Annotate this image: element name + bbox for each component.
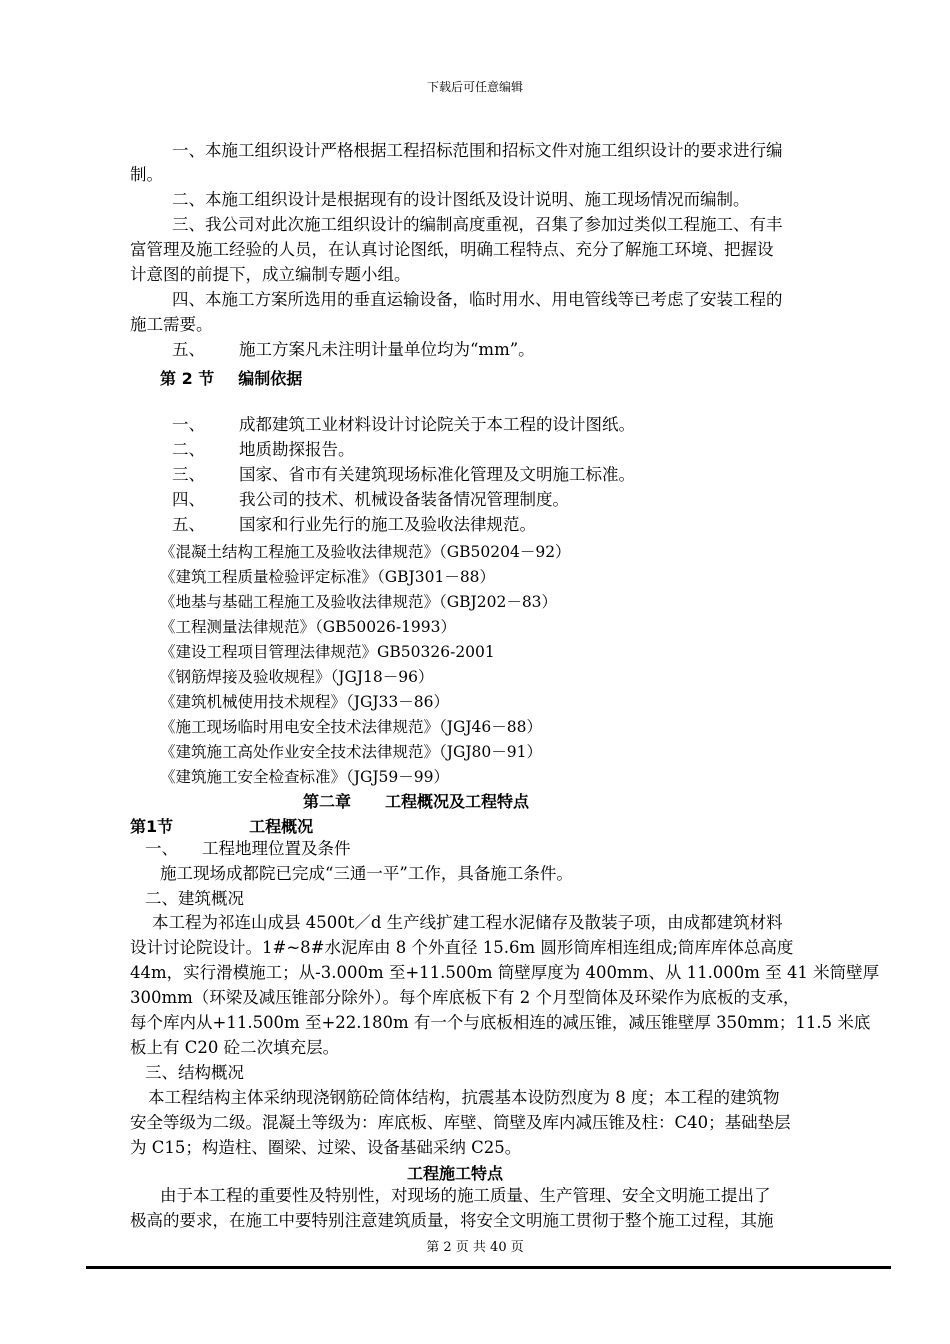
standard-item: 《建筑工程质量检验评定标准》（GBJ301－88） xyxy=(160,568,496,586)
intro-item-3-line2: 富管理及施工经验的人员，在认真讨论图纸，明确工程特点、充分了解施工环境、把握设 xyxy=(130,240,774,259)
standard-item: 《建筑施工安全检查标准》（JGJ59－99） xyxy=(160,768,450,786)
intro-item-5-text: 施工方案凡未注明计量单位均为“mm”。 xyxy=(239,340,535,359)
section-2-number: 第 2 节 xyxy=(160,369,215,388)
intro-item-3-line1: 三、我公司对此次施工组织设计的编制高度重视，召集了参加过类似工程施工、有丰 xyxy=(172,215,783,234)
chapter-2-number: 第二章 xyxy=(303,792,352,811)
struct-line-2: 安全等级为二级。混凝土等级为：库底板、库壁、筒壁及库内减压锥及柱：C40；基础垫层 xyxy=(130,1113,791,1132)
struct-line-1: 本工程结构主体采纳现浇钢筋砼筒体结构，抗震基本设防烈度为 8 度；本工程的建筑物 xyxy=(148,1088,780,1107)
standard-item: 《地基与基础工程施工及验收法律规范》（GBJ202－83） xyxy=(160,593,558,611)
features-line-2: 极高的要求，在施工中要特别注意建筑质量，将安全文明施工贯彻于整个施工过程，其施 xyxy=(130,1211,774,1230)
standard-item: 《建筑机械使用技术规程》（JGJ33－86） xyxy=(160,693,450,711)
arch-line-6: 板上有 C20 砼二次填充层。 xyxy=(130,1038,340,1057)
basis-item-3 xyxy=(172,464,635,485)
standard-item: 《施工现场临时用电安全技术法律规范》（JGJ46－88） xyxy=(160,718,543,736)
intro-item-3-line3: 计意图的前提下，成立编制专题小组。 xyxy=(130,265,411,284)
arch-line-2: 设计讨论院设计。1#~8#水泥库由 8 个外直径 15.6m 圆形筒库相连组成;筒库库体总高度 xyxy=(130,938,794,957)
basis-item-1 xyxy=(172,414,635,435)
intro-item-4-line1: 四、本施工方案所选用的垂直运输设备，临时用水、用电管线等已考虑了安装工程的 xyxy=(172,290,783,309)
struct-line-3: 为 C15；构造柱、圈梁、过梁、设备基础采纳 C25。 xyxy=(130,1138,522,1157)
basis-item-5-text: 国家和行业先行的施工及验收法律规范。 xyxy=(239,515,536,534)
intro-item-2: 二、本施工组织设计是根据现有的设计图纸及设计说明、施工现场情况而编制。 xyxy=(172,190,750,209)
basis-item-5 xyxy=(172,514,536,535)
basis-item-3-number: 三、 xyxy=(172,465,205,484)
arch-heading: 二、建筑概况 xyxy=(145,889,244,908)
intro-item-1-line1: 一、本施工组织设计严格根据工程招标范围和招标文件对施工组织设计的要求进行编 xyxy=(172,141,783,160)
chapter-2-heading xyxy=(303,789,529,812)
features-line-1: 由于本工程的重要性及特别性，对现场的施工质量、生产管理、安全文明施工提出了 xyxy=(160,1186,771,1205)
basis-item-1-number: 一、 xyxy=(172,415,205,434)
arch-line-5: 每个库内从+11.500m 至+22.180m 有一个与底板相连的减压锥，减压锥壁厚 350mm；11.5 米底 xyxy=(130,1013,871,1032)
basis-item-2-text: 地质勘探报告。 xyxy=(239,440,355,459)
features-heading: 工程施工特点 xyxy=(407,1164,504,1183)
standard-item: 《建筑施工高处作业安全技术法律规范》（JGJ80－91） xyxy=(160,743,543,761)
basis-item-2-number: 二、 xyxy=(172,440,205,459)
intro-item-5-number: 五、 xyxy=(172,340,205,359)
chapter-2-title: 工程概况及工程特点 xyxy=(385,792,530,811)
section-2-heading xyxy=(160,366,302,389)
arch-line-3: 44m，实行滑模施工；从-3.000m 至+11.500m 筒壁厚度为 400mm、从 11.000m 至 41 米筒壁厚 xyxy=(130,963,880,982)
footer-rule xyxy=(86,1266,891,1269)
basis-item-3-text: 国家、省市有关建筑现场标准化管理及文明施工标准。 xyxy=(239,465,635,484)
arch-line-1: 本工程为祁连山成县 4500t／d 生产线扩建工程水泥储存及散装子项，由成都建筑材料 xyxy=(152,913,783,932)
standard-item: 《建设工程项目管理法律规范》GB50326-2001 xyxy=(160,643,495,661)
standard-item: 《工程测量法律规范》（GB50026-1993） xyxy=(160,618,457,636)
basis-item-1-text: 成都建筑工业材料设计讨论院关于本工程的设计图纸。 xyxy=(239,415,635,434)
standard-item: 《混凝土结构工程施工及验收法律规范》（GB50204－92） xyxy=(160,543,571,561)
basis-item-2 xyxy=(172,439,355,460)
struct-heading: 三、结构概况 xyxy=(145,1063,244,1082)
basis-item-4-text: 我公司的技术、机械设备装备情况管理制度。 xyxy=(239,490,569,509)
section-1-heading xyxy=(130,814,313,837)
section-2-title: 编制依据 xyxy=(238,369,303,388)
basis-item-4 xyxy=(172,489,569,510)
basis-item-4-number: 四、 xyxy=(172,490,205,509)
standard-item: 《钢筋焊接及验收规程》（JGJ18－96） xyxy=(160,668,434,686)
intro-item-1-line2: 制。 xyxy=(130,165,163,184)
intro-item-4-line2: 施工需要。 xyxy=(130,315,213,334)
geo-number: 一、 xyxy=(145,839,178,858)
basis-item-5-number: 五、 xyxy=(172,515,205,534)
geo-title: 工程地理位置及条件 xyxy=(202,839,351,858)
intro-item-5 xyxy=(172,339,535,360)
geo-body: 施工现场成都院已完成“三通一平”工作，具备施工条件。 xyxy=(160,864,573,883)
geo-heading xyxy=(145,838,351,859)
page-footer: 第 2 页 共 40 页 xyxy=(426,1240,524,1255)
section-1-number: 第1节 xyxy=(130,817,174,836)
section-1-title: 工程概况 xyxy=(249,817,314,836)
page-header: 下载后可任意编辑 xyxy=(426,80,523,94)
arch-line-4: 300mm（环梁及减压锥部分除外）。每个库底板下有 2 个月型筒体及环梁作为底板的支承， xyxy=(130,988,800,1007)
